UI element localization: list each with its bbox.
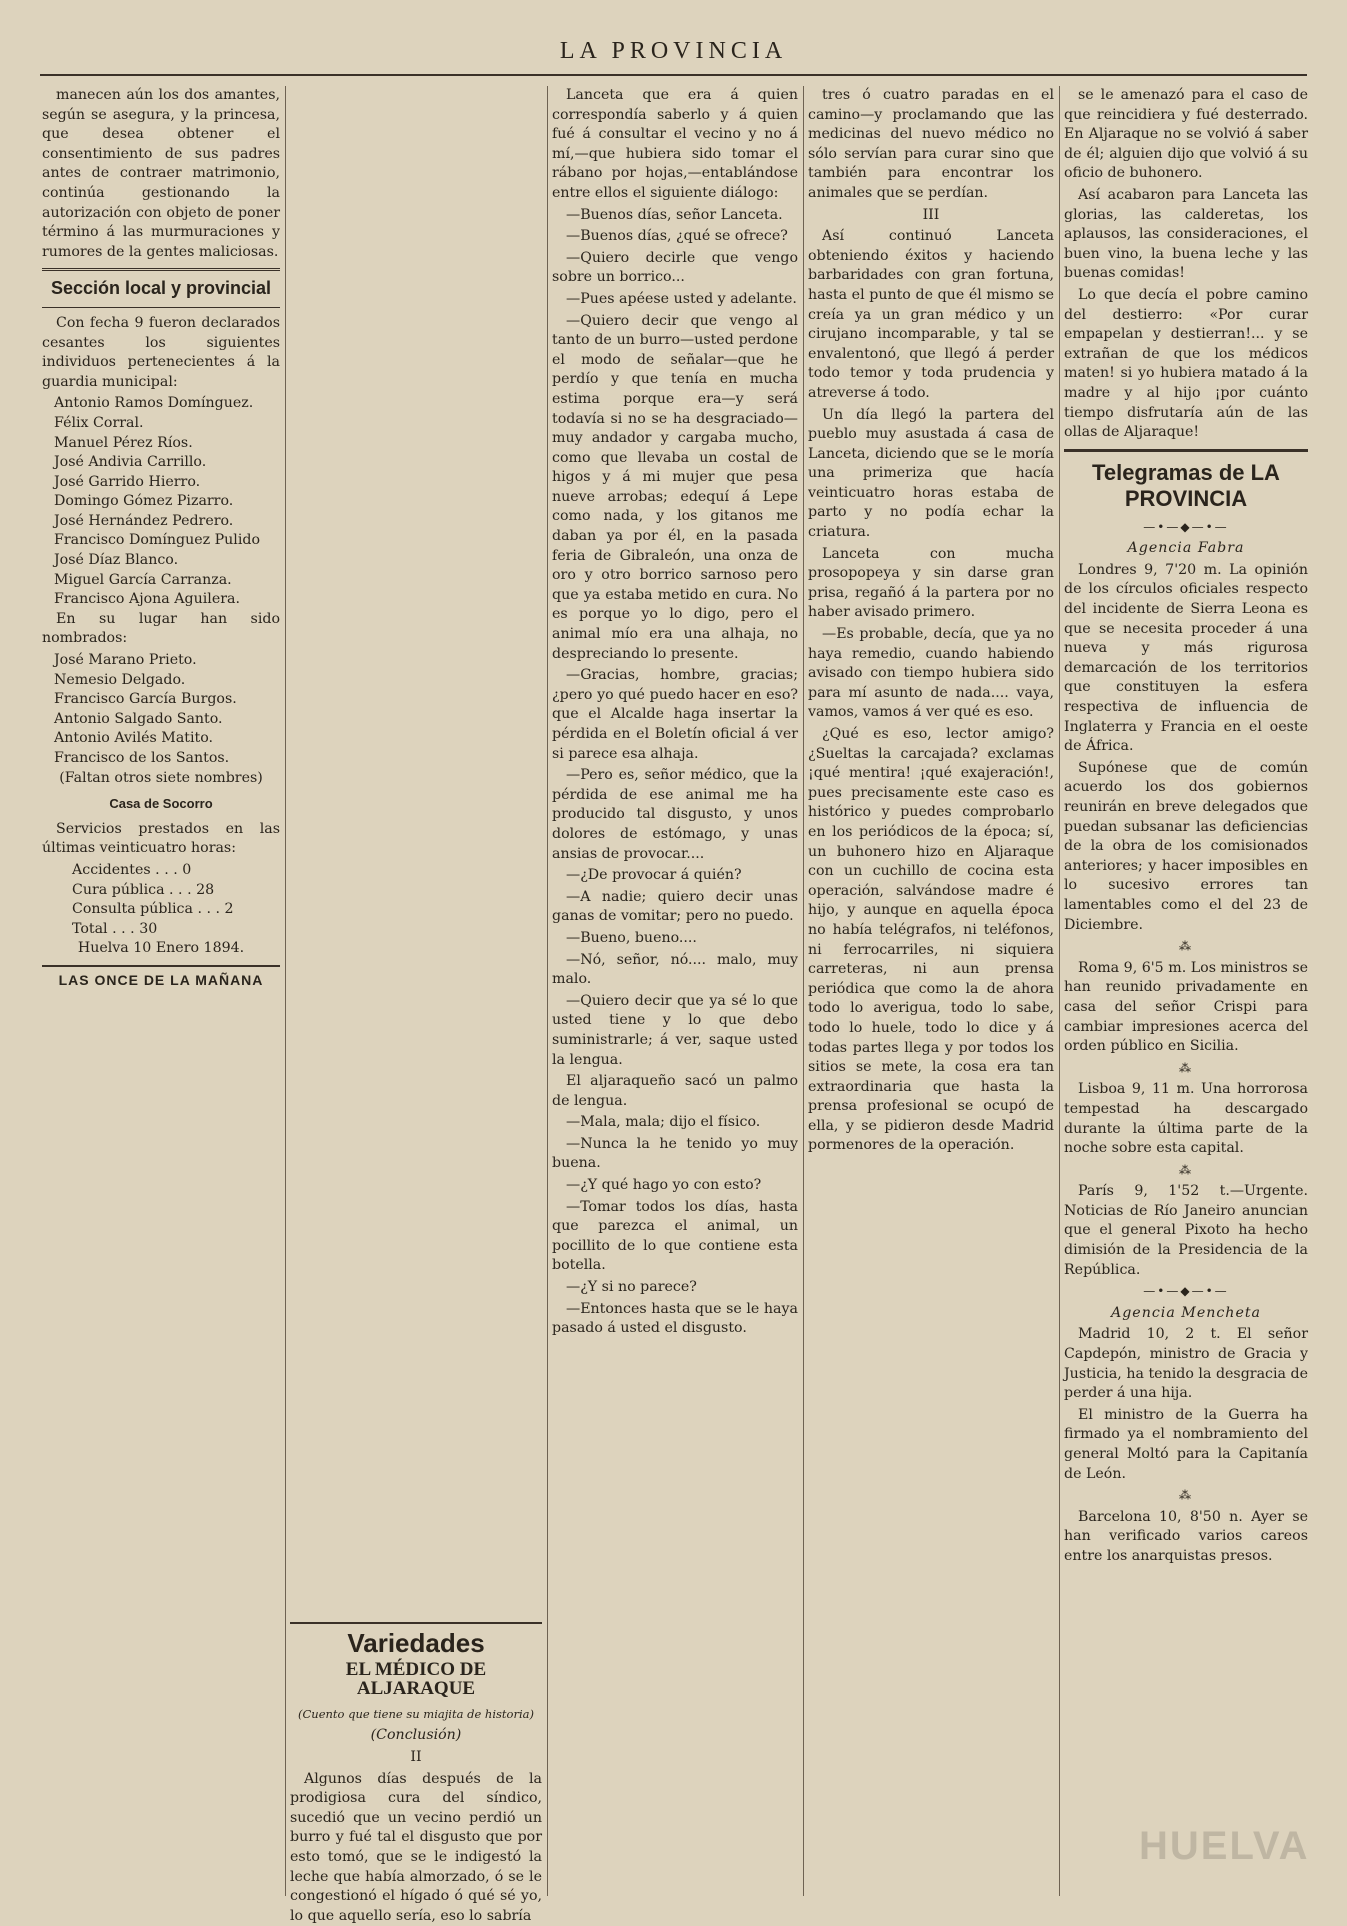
column-3 [552,86,798,1896]
story-subtitle: (Cuento que tiene su miajita de historia) [298,1706,534,1721]
story-part: II [410,1748,422,1765]
section-heading-variedades: Variedades [290,1622,542,1654]
column-spacer [290,86,542,1616]
article-paragraph: Lanceta con mucha prosopopeya y sin darse gran prisa, regañó á la partera por no haber avisado primero. [808,545,1054,621]
list-item: Nemesio Delgado. [54,671,186,688]
agency-heading: Agencia Fabra [1127,540,1245,557]
ornament-divider: ⁂ [1179,1488,1193,1503]
dialogue-line: —Buenos días, señor Lanceta. [566,206,783,223]
list-item: Francisco Ajona Aguilera. [54,591,240,608]
dialogue-line: —Quiero decirle que vengo sobre un borrico... [552,249,798,286]
dialogue-line: —Tomar todos los días, hasta que parezca el animal, un pocillito de lo que contiene esta botella. [552,1198,798,1274]
column-1 [42,86,280,1896]
section-heading-local: Sección local y provincial [42,268,280,308]
section-heading-once: LAS ONCE DE LA MAÑANA [42,965,280,991]
list-item: Manuel Pérez Ríos. [54,434,193,451]
column-divider [1059,86,1060,1896]
list-item: Antonio Salgado Santo. [54,710,223,727]
article-paragraph: Así continuó Lanceta obteniendo éxitos y haciendo barbaridades con gran fortuna, hasta el punto de que él mismo se creía ya un gran médico y un cirujano incomparable, y tal se envalentonó, que llegó á perder todo temor y toda prudencia y atreverse á todo. [808,228,1054,401]
dialogue-line: —A nadie; quiero decir unas ganas de vomitar; pero no puedo. [552,888,798,925]
article-paragraph: Un día llegó la partera del pueblo muy asustada á casa de Lanceta, diciendo que se le moría una primeriza que hacía veinticuatro horas estaba de parto y no podía echar la criatura. [808,406,1054,541]
section-heading-telegramas: Telegramas de LA PROVINCIA [1064,449,1308,512]
article-paragraph: Así acabaron para Lanceta las glorias, las calderetas, los aplausos, las consideraciones, el buen vino, la buena leche y las buenas comidas! [1064,186,1308,282]
table-row: Cura pública . . . 28 [72,881,215,898]
telegram: El ministro de la Guerra ha firmado ya el nombramiento del general Moltó para la Capitanía de León. [1064,1406,1308,1482]
dialogue-line: —¿Y qué hago yo con esto? [566,1177,762,1194]
table-row: Consulta pública . . . 2 [72,901,234,918]
names-note: (Faltan otros siete nombres) [59,769,263,786]
dialogue-line: —Pero es, señor médico, que la pérdida de ese animal me ha producido tal disgusto, y unos dolores de estómago, y unas ansias de provocar.... [552,767,798,862]
list-item: Antonio Ramos Domínguez. [54,395,254,412]
table-row: Accidentes . . . 0 [72,861,192,878]
column-divider [547,86,548,1896]
dialogue-line: —Bueno, bueno.... [566,929,697,946]
telegram: Barcelona 10, 8'50 n. Ayer se han verificado varios careos entre los anarquistas presos. [1064,1508,1308,1564]
list-item: José Hernández Pedrero. [54,512,234,529]
dialogue-line: El aljaraqueño sacó un palmo de lengua. [552,1073,798,1109]
list-item: José Díaz Blanco. [54,552,179,569]
column-divider [285,86,286,1896]
archive-watermark: HUELVA [1139,1824,1310,1868]
dialogue-line: —Quiero decir que vengo al tanto de un burro—usted perdone el modo de señalar—que he perdío y que tenía en mucha estima porque era—y será todavía si no se ha desgraciado—muy andador y cargaba mucho, como que llevaba un costal de higos y á mi mujer que pesa nueve arrobas; edequí á Lepe como nada, y los gitanos me daban ya por él, en la pasada feria de Gibraleón, una onza de oro y otro borrico sarnoso pero que ya estaba metido en cura. No es porque yo lo digo, pero el animal mío era una alhaja, no despreciando lo presente. [552,312,798,662]
telegram: Supónese que de común acuerdo los dos gobiernos reunirán en breve delegados que puedan subsanar las deficiencias de la obra de los comisionados anteriores; y hacer imposibles en lo sucesivo errores tan lamentables como el del 23 de Diciembre. [1064,759,1308,933]
ornament-divider: ⁂ [1179,939,1193,954]
article-paragraph: ¿Qué es eso, lector amigo? ¿Sueltas la carcajada? exclamas ¡qué mentira! ¡qué exajeración!, pues precisamente este caso es histórico y puedes comprobarlo en los periódicos de la época; sí, un buhonero hizo en Aljaraque con un cuchillo de cocina esta operación, salvándose madre é hijo, y aunque en aquella época no había telégrafos, ni teléfonos, ni ferrocarriles, ni siquiera carreteras, ni aun prensa periódica que como la de ahora todo lo averigua, todo lo sabe, todo lo huele, todo lo dice y á todas partes llega y por todos los sitios se mete, la cosa era tan extraordinaria que hasta la prensa profesional se ocupó de ella, y se pidieron desde Madrid pormenores de la operación. [808,726,1054,1154]
column-4 [808,86,1054,1896]
column-5 [1064,86,1308,1896]
telegram: Madrid 10, 2 t. El señor Capdepón, ministro de Gracia y Justicia, ha tenido la desgracia de perder á una hija. [1064,1326,1308,1402]
story-title: EL MÉDICO DE ALJARAQUE [345,1658,487,1700]
article-paragraph: —Es probable, decía, que ya no haya remedio, cuando habiendo avisado con tiempo hubiera sido para mí asunto de nada.... vaya, vamos, vamos á ver qué es eso. [808,626,1054,721]
article-paragraph: se le amenazó para el caso de que reincidiera y fué desterrado. En Aljaraque no se volvió á saber de él; alguien dijo que volvió á su oficio de buhonero. [1064,87,1308,182]
socorro-table [42,861,280,939]
names-list [42,651,280,769]
telegram: Londres 9, 7'20 m. La opinión de los círculos oficiales respecto del incidente de Sierra Leona es que se necesita proceder á una nueva y más rigurosa demarcación de los territorios que constituyen la esfera respectiva de influencia de Inglaterra y Francia en el oeste de África. [1064,561,1308,755]
dialogue-line: —Nó, señor, nó.... malo, muy malo. [552,951,798,988]
article-paragraph: manecen aún los dos amantes, según se asegura, y la princesa, que desea obtener el consentimiento de sus padres antes de contraer matrimonio, continúa gestionando la autorización con objeto de poner término á las murmuraciones y rumores de la gentes maliciosas. [42,87,280,260]
story-conclusion: (Conclusión) [370,1727,462,1744]
dialogue-line: —Mala, mala; dijo el físico. [566,1114,761,1131]
list-item: José Garrido Hierro. [54,473,201,490]
socorro-date: Huelva 10 Enero 1894. [77,940,245,957]
column-divider [803,86,804,1896]
masthead-rule [40,74,1307,76]
list-item: Francisco García Burgos. [54,691,237,708]
table-row: Total . . . 30 [72,920,158,937]
dialogue-line: —Quiero decir que ya sé lo que usted tiene y lo que debo suministrarle; á ver, saque usted la lengua. [552,992,798,1068]
dialogue-line: —Buenos días, ¿qué se ofrece? [566,228,788,245]
dialogue-line: —¿Y si no parece? [566,1279,697,1296]
article-paragraph: Con fecha 9 fueron declarados cesantes los siguientes individuos pertenecientes á la guardia municipal: [42,314,280,390]
ornament-divider: ⁂ [1179,1162,1193,1177]
article-paragraph: Servicios prestados en las últimas veinticuatro horas: [42,820,280,857]
list-item: José Marano Prieto. [54,652,197,669]
column-2 [290,86,542,1924]
article-paragraph: Lo que decía el pobre camino del destierro: «Por curar empapelan y destierran!... y se extrañan de que los médicos maten! si yo hubiera matado á la madre y al hijo ¡por cuánto tiempo disfrutaría aún de las ollas de Aljaraque! [1064,286,1308,441]
list-item: Félix Corral. [54,414,144,431]
list-item: Domingo Gómez Pizarro. [54,493,234,510]
dialogue-line: —Gracias, hombre, gracias; ¿pero yo qué puedo hacer en eso? que el Alcalde haga insertar la pérdida en el Boletín oficial á ver si parece esa alhaja. [552,667,798,762]
ornament-divider: —•—◆—•— [1143,1284,1229,1299]
names-list [42,394,280,610]
list-item: Antonio Avilés Matito. [54,730,214,747]
agency-heading: Agencia Mencheta [1110,1304,1261,1321]
dialogue-line: —Pues apéese usted y adelante. [566,290,797,307]
list-item: Francisco Domínguez Pulido [54,532,261,549]
dialogue-line: —¿De provocar á quién? [566,867,742,884]
ornament-divider: ⁂ [1179,1060,1193,1075]
socorro-title: Casa de Socorro [109,796,213,812]
article-paragraph: En su lugar han sido nombrados: [42,610,280,647]
dialogue-line: —Nunca la he tenido yo muy buena. [552,1135,798,1172]
telegram: Lisboa 9, 11 m. Una horrorosa tempestad ha descargado durante la última parte de la noche sobre esta capital. [1064,1081,1308,1157]
dialogue-line: —Entonces hasta que se le haya pasado á usted el disgusto. [552,1300,798,1337]
article-paragraph: Algunos días después de la prodigiosa cura del síndico, sucedió que un vecino perdió un burro y fué tal el disgusto que por esto tomó, que se le indigestó la leche que había almorzado, ó se le congestionó el hígado ó qué sé yo, lo que aquello sería, eso lo sabría [290,1770,542,1924]
article-paragraph: tres ó cuatro paradas en el camino—y proclamando que las medicinas del nuevo médico no sólo servían para curar sino que también para encontrar los animales que se perdían. [808,87,1054,201]
list-item: Miguel García Carranza. [54,571,232,588]
telegram: París 9, 1'52 t.—Urgente. Noticias de Río Janeiro anuncian que el general Pixoto ha hecho dimisión de la Presidencia de la República. [1064,1183,1308,1278]
telegram: Roma 9, 6'5 m. Los ministros se han reunido privadamente en casa del señor Crispi para cambiar impresiones acerca del orden público en Sicilia. [1064,959,1308,1055]
article-paragraph: Lanceta que era á quien correspondía saberlo y á quien fué á consultar el vecino y no á mí,—que hubiera sido tomar el rábano por hojas,—entablándose entre ellos el siguiente diálogo: [552,87,798,201]
story-part: III [922,206,940,223]
list-item: Francisco de los Santos. [54,750,230,766]
ornament-divider: —•—◆—•— [1143,519,1229,534]
list-item: José Andivia Carrillo. [54,454,207,471]
masthead: LA PROVINCIA [559,38,788,64]
